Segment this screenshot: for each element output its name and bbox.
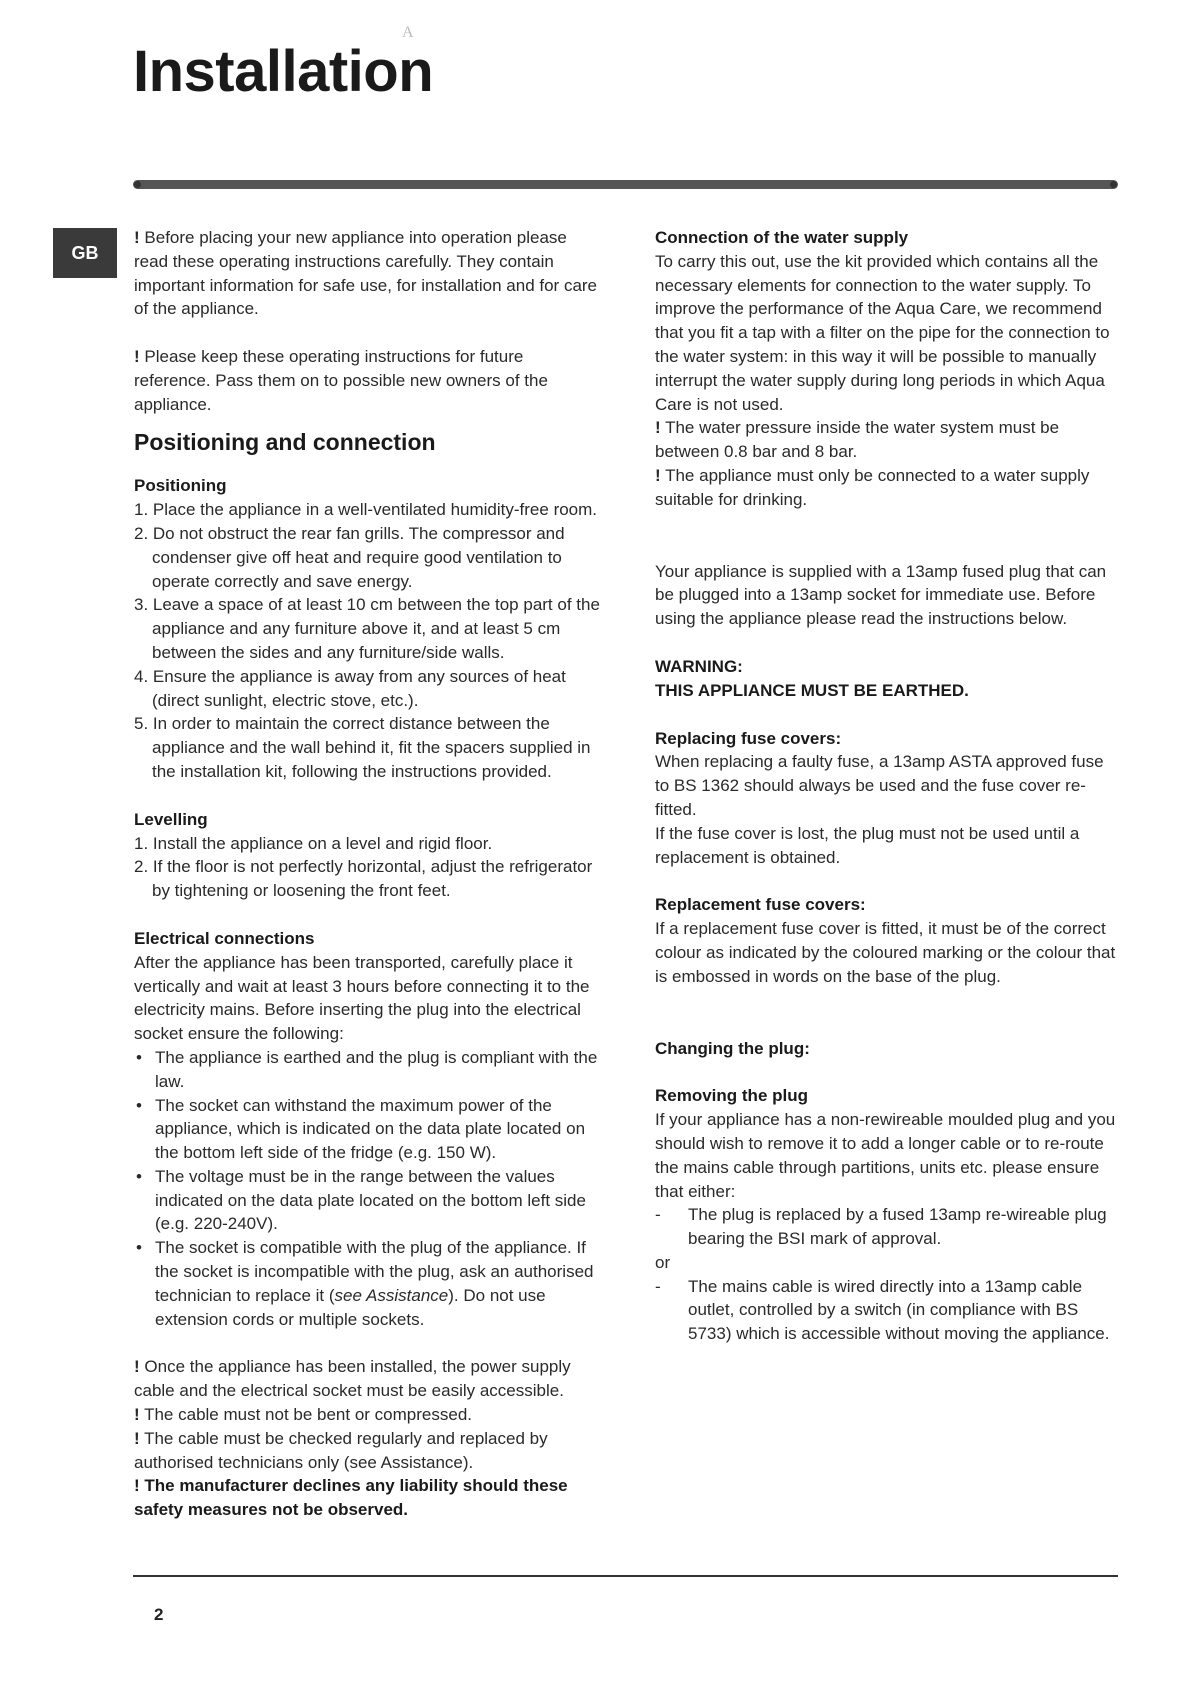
exclamation-icon: ! (655, 465, 661, 485)
list-item: 1. Place the appliance in a well-ventilated humidity-free room. (134, 500, 598, 520)
levelling-list (134, 832, 604, 903)
exclamation-icon: ! (134, 1405, 140, 1425)
exclamation-icon: ! (134, 347, 140, 367)
keep-instructions-note: ! Please keep these operating instructions for future reference. Pass them on to possible new owners of the appliance. (134, 347, 548, 414)
removing-plug-text: If your appliance has a non-rewireable moulded plug and you should wish to remove it to add a longer cable or to re-route the mains cable through partitions, units etc. please ensure that either: (655, 1110, 1116, 1201)
list-item: - The mains cable is wired directly into a 13amp cable outlet, controlled by a switch (in compliance with BS 5733) which is accessible without moving the appliance. (655, 1276, 1110, 1344)
list-item: 2. Do not obstruct the rear fan grills. The compressor and condenser give off heat and require good ventilation to operate correctly and save energy. (134, 523, 565, 591)
list-item: 2. If the floor is not perfectly horizontal, adjust the refrigerator by tightening or loosening the front feet. (134, 857, 593, 901)
list-item: - The plug is replaced by a fused 13amp re-wireable plug bearing the BSI mark of approval. (655, 1205, 1107, 1249)
right-column (655, 226, 1120, 1346)
drinking-water-note: ! The appliance must only be connected to a water supply suitable for drinking. (655, 465, 1090, 509)
electrical-checklist (134, 1046, 604, 1332)
replacing-fuse-text: When replacing a faulty fuse, a 13amp ASTA approved fuse to BS 1362 should always be used and the fuse cover re-fitted. (655, 752, 1104, 819)
replacement-fuse-text: If a replacement fuse cover is fitted, it must be of the correct colour as indicated by the coloured marking or the colour that is embossed in words on the base of the plug. (655, 919, 1116, 986)
electrical-intro: After the appliance has been transported, carefully place it vertically and wait at least 3 hours before connecting it to the electricity mains. Before inserting the plug into the electrical socket ensure the following: (134, 952, 590, 1044)
left-column (134, 226, 604, 1522)
positioning-heading: Positioning (134, 476, 227, 496)
warning-cable-bent: ! The cable must not be bent or compressed. (134, 1405, 472, 1425)
or-separator: or (655, 1252, 671, 1272)
water-pressure-note: ! The water pressure inside the water system must be between 0.8 bar and 8 bar. (655, 418, 1060, 462)
list-item: 5. In order to maintain the correct distance between the appliance and the wall behind it, fit the spacers supplied in the installation kit, following the instructions provided. (134, 714, 591, 781)
list-item: • The voltage must be in the range between the values indicated on the data plate located on the bottom left side (e.g. 220-240V). (134, 1165, 604, 1236)
water-supply-body: To carry this out, use the kit provided which contains all the necessary elements for connection to the water supply. To improve the performance of the Aqua Care, we recommend that you fit a tap with a filter on the pipe for the connection to the water system: in this way it will be possible to manually interrupt the water supply during long periods in which Aqua Care is not used. (655, 251, 1110, 414)
corner-mark: A (402, 24, 414, 41)
liability-disclaimer: ! The manufacturer declines any liability should these safety measures not be observed. (134, 1476, 568, 1520)
list-item: 3. Leave a space of at least 10 cm between the top part of the appliance and any furniture above it, and at least 5 cm between the sides and any furniture/side walls. (134, 595, 600, 662)
levelling-heading: Levelling (134, 809, 208, 829)
warning-label: WARNING: (655, 656, 743, 676)
warning-cable-check: ! The cable must be checked regularly and replaced by authorised technicians only (see Assistance). (134, 1428, 548, 1472)
page-title: Installation (133, 39, 434, 104)
list-item: 1. Install the appliance on a level and rigid floor. (134, 833, 493, 853)
exclamation-icon: ! (655, 418, 661, 438)
exclamation-icon: ! (134, 1357, 140, 1377)
positioning-list (134, 498, 604, 784)
exclamation-icon: ! (134, 1428, 140, 1448)
exclamation-icon: ! (134, 1476, 140, 1496)
list-item: • The socket can withstand the maximum power of the appliance, which is indicated on the data plate located on the bottom left side of the fridge (e.g. 150 W). (134, 1094, 604, 1165)
page-number: 2 (154, 1605, 164, 1624)
changing-plug-heading: Changing the plug: (655, 1038, 810, 1058)
replacing-fuse-heading: Replacing fuse covers: (655, 728, 842, 748)
earthed-warning: THIS APPLIANCE MUST BE EARTHED. (655, 680, 969, 700)
removing-plug-heading: Removing the plug (655, 1086, 808, 1106)
warning-accessible: ! Once the appliance has been installed, the power supply cable and the electrical socket must be easily accessible. (134, 1357, 571, 1401)
section-title: Positioning and connection (134, 428, 436, 455)
intro-note: ! Before placing your new appliance into operation please read these operating instructions carefully. They contain important information for safe use, for installation and for care of the appliance. (134, 228, 598, 319)
plug-intro: Your appliance is supplied with a 13amp fused plug that can be plugged into a 13amp socket for immediate use. Before using the appliance please read the instructions below. (655, 561, 1107, 629)
footer-rule (133, 1575, 1118, 1577)
list-item: • The appliance is earthed and the plug is compliant with the law. (134, 1046, 604, 1094)
electrical-heading: Electrical connections (134, 928, 315, 948)
list-item: 4. Ensure the appliance is away from any sources of heat (direct sunlight, electric stove, etc.). (134, 666, 566, 710)
water-supply-heading: Connection of the water supply (655, 228, 909, 247)
list-item: • The socket is compatible with the plug of the appliance. If the socket is incompatible with the plug, ask an authorised technician to replace it (see Assistance). Do not use extension cords or multiple sockets. (134, 1236, 604, 1331)
assistance-reference: see Assistance (334, 1285, 449, 1305)
fuse-cover-lost-text: If the fuse cover is lost, the plug must not be used until a replacement is obtained. (655, 823, 1080, 867)
exclamation-icon: ! (134, 228, 140, 247)
replacement-fuse-heading: Replacement fuse covers: (655, 895, 866, 915)
title-divider-bar (133, 180, 1118, 189)
language-tab: GB (53, 228, 117, 278)
